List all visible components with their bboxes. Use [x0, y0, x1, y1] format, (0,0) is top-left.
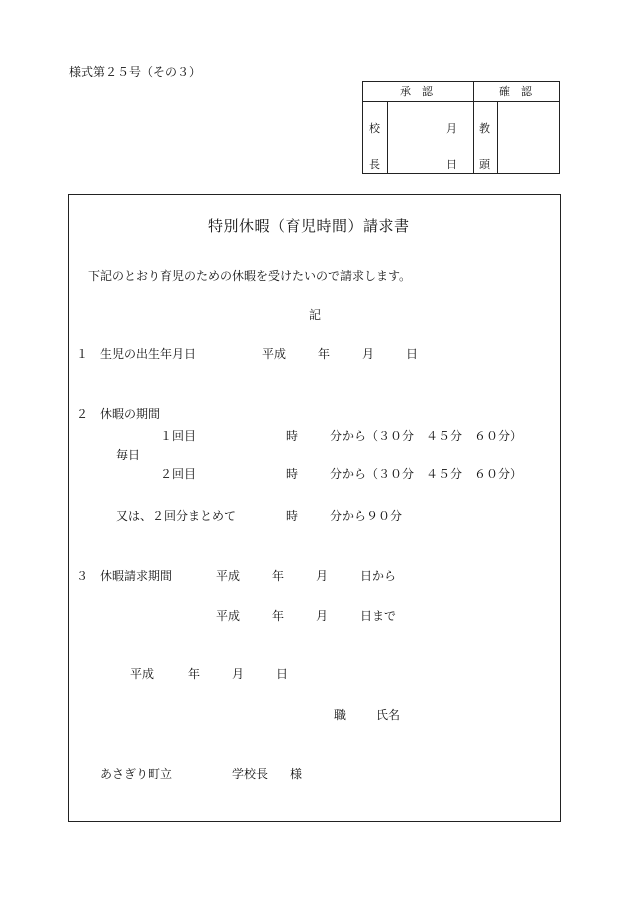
vice-principal-label-top: 教: [479, 122, 490, 135]
addressee-town: あさぎり町立: [100, 767, 173, 781]
submission-month: 月: [232, 667, 245, 681]
request-period-label: ３ 休暇請求期間: [76, 569, 173, 583]
divider: [473, 82, 474, 173]
leave-period-label: ２ 休暇の期間: [76, 407, 161, 421]
intro-text: 下記のとおり育児のための休暇を受けたいので請求します。: [88, 269, 412, 283]
divider: [363, 101, 559, 102]
submission-year: 年: [188, 667, 201, 681]
addressee-principal: 学校長: [232, 767, 269, 781]
principal-label-bottom: 長: [369, 158, 380, 171]
submission-era: 平成: [130, 667, 155, 681]
period-end-era: 平成: [216, 609, 241, 623]
stamp-day: 日: [446, 158, 457, 171]
divider: [497, 101, 498, 173]
birth-era: 平成: [262, 347, 287, 361]
vice-principal-label-bottom: 頭: [479, 158, 490, 171]
first-session-hour: 時: [286, 429, 299, 443]
name-label: 氏名: [376, 708, 401, 722]
period-end-month: 月: [316, 609, 329, 623]
combined-session-minutes: 分から９０分: [330, 509, 403, 523]
principal-label-top: 校: [369, 122, 380, 135]
addressee-honorific: 様: [290, 767, 303, 781]
first-session-label: １回目: [160, 429, 197, 443]
confirmation-header: 確 認: [499, 85, 532, 98]
divider: [387, 101, 388, 173]
position-label: 職: [334, 708, 347, 722]
stamp-month: 月: [446, 122, 457, 135]
document-title: 特別休暇（育児時間）請求書: [208, 217, 410, 235]
approval-header: 承 認: [400, 85, 433, 98]
period-end-year: 年: [272, 609, 285, 623]
ki-heading: 記: [309, 308, 322, 322]
period-start-year: 年: [272, 569, 285, 583]
period-end-day: 日まで: [360, 609, 397, 623]
birth-year: 年: [318, 347, 331, 361]
second-session-hour: 時: [286, 467, 299, 481]
second-session-minutes: 分から（３０分 ４５分 ６０分）: [330, 467, 523, 481]
period-start-month: 月: [316, 569, 329, 583]
submission-day: 日: [276, 667, 289, 681]
daily-label: 毎日: [116, 448, 141, 462]
combined-session-label: 又は、２回分まとめて: [116, 509, 237, 523]
period-start-day: 日から: [360, 569, 397, 583]
period-start-era: 平成: [216, 569, 241, 583]
birth-date-label: １ 生児の出生年月日: [76, 347, 197, 361]
approval-stamp-table: [362, 81, 560, 174]
request-form-frame: [68, 194, 561, 822]
second-session-label: ２回目: [160, 467, 197, 481]
birth-month: 月: [362, 347, 375, 361]
birth-day: 日: [406, 347, 419, 361]
form-number: 様式第２５号（その３）: [69, 65, 202, 79]
first-session-minutes: 分から（３０分 ４５分 ６０分）: [330, 429, 523, 443]
combined-session-hour: 時: [286, 509, 299, 523]
